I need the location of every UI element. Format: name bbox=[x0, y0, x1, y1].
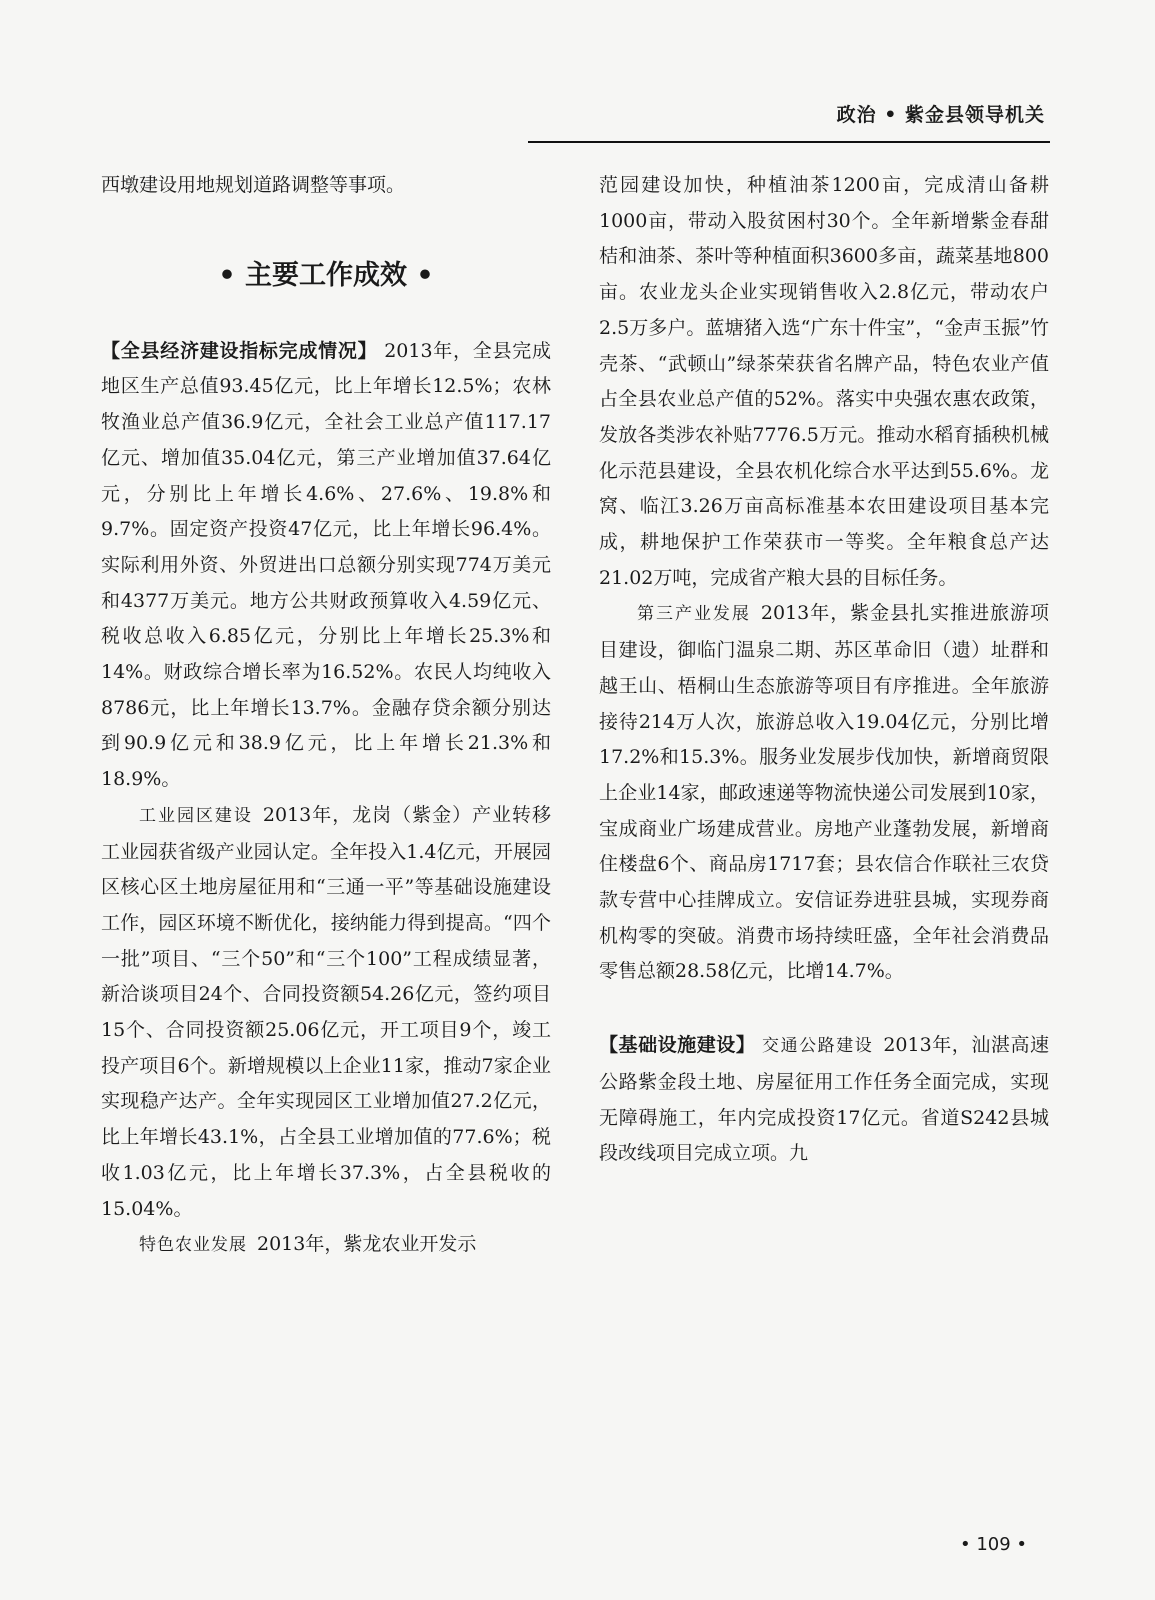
industrial-park-subtitle: 工业园区建设 bbox=[139, 805, 253, 826]
industrial-park-text: 2013年，龙岗（紫金）产业转移工业园获省级产业园认定。全年投入1.4亿元，开展园区核心区土地房屋征用和“三通一平”等基础设施建设工作，园区环境不断优化，接纳能力得到提高。“四个一批”项目、“三个50”和“三个100”工程成绩显著，新洽谈项目24个、合同投资额54.26亿元，签约项目15个、合同投资额25.06亿元，开工项目9个，竣工投产项目6个。新增规模以上企业11家，推动7家企业实现稳产达产。全年实现园区工业增加值27.2亿元，比上年增长43.1%，占全县工业增加值的77.6%；税收1.03亿元，比上年增长37.3%，占全县税收的15.04%。 bbox=[101, 803, 552, 1220]
economy-title: 【全县经济建设指标完成情况】 bbox=[101, 339, 378, 362]
header-rule bbox=[528, 141, 1050, 143]
agriculture-text-start: 2013年，紫龙农业开发示 bbox=[257, 1233, 477, 1256]
infrastructure-title: 【基础设施建设】 bbox=[599, 1034, 756, 1057]
economy-paragraph bbox=[101, 334, 551, 798]
infrastructure-subtitle: 交通公路建设 bbox=[762, 1036, 874, 1057]
paragraph-gap bbox=[599, 990, 1049, 1028]
tertiary-subtitle: 第三产业发展 bbox=[637, 604, 751, 625]
agriculture-paragraph-start bbox=[101, 1227, 551, 1264]
agriculture-paragraph-cont: 范园建设加快，种植油茶1200亩，完成清山备耕1000亩，带动入股贫困村30个。全年新增紫金春甜桔和油茶、茶叶等种植面积3600多亩，蔬菜基地800亩。农业龙头企业实现销售收入2.8亿元，带动农户2.5万多户。蓝塘猪入选“广东十件宝”，“金声玉振”竹壳茶、“武顿山”绿茶荣获省名牌产品，特色农业产值占全县农业总产值的52%。落实中央强农惠农政策，发放各类涉农补贴7776.5万元。推动水稻育插秧机械化示范县建设，全县农机化综合水平达到55.6%。龙窝、临江3.26万亩高标准基本农田建设项目基本完成，耕地保护工作荣获市一等奖。全年粮食总产达21.02万吨，完成省产粮大县的目标任务。 bbox=[599, 174, 1049, 589]
industrial-park-paragraph bbox=[101, 798, 551, 1227]
agriculture-subtitle: 特色农业发展 bbox=[139, 1235, 247, 1256]
page-number: • 109 • bbox=[960, 1534, 1028, 1555]
infrastructure-text: 2013年，汕湛高速公路紫金段土地、房屋征用工作任务全面完成，实现无障碍施工，年内完成投资17亿元。省道S242县城段改线项目完成立项。九 bbox=[599, 1034, 1049, 1165]
section-title: • 主要工作成效 • bbox=[218, 259, 434, 291]
economy-text: 2013年，全县完成地区生产总值93.45亿元，比上年增长12.5%；农林牧渔业总产值36.9亿元，全社会工业总产值117.17亿元、增加值35.04亿元，第三产业增加值37.64亿元，分别比上年增长4.6%、27.6%、19.8%和9.7%。固定资产投资47亿元，比上年增长96.4%。实际利用外资、外贸进出口总额分别实现774万美元和4377万美元。地方公共财政预算收入4.59亿元、税收总收入6.85亿元，分别比上年增长25.3%和14%。财政综合增长率为16.52%。农民人均纯收入8786元，比上年增长13.7%。金融存贷余额分别达到90.9亿元和38.9亿元，比上年增长21.3%和18.9%。 bbox=[101, 339, 551, 791]
running-head: 政治 • 紫金县领导机关 bbox=[836, 104, 1045, 126]
right-column bbox=[599, 168, 1049, 1172]
tertiary-paragraph bbox=[599, 596, 1049, 990]
left-column bbox=[101, 168, 551, 1264]
continuation-paragraph: 西墩建设用地规划道路调整等事项。 bbox=[101, 174, 406, 196]
tertiary-text: 2013年，紫金县扎实推进旅游项目建设，御临门温泉二期、苏区革命旧（遗）址群和越王山、梧桐山生态旅游等项目有序推进。全年旅游接待214万人次，旅游总收入19.04亿元，分别比增17.2%和15.3%。服务业发展步伐加快，新增商贸限上企业14家，邮政速递等物流快递公司发展到10家，宝成商业广场建成营业。房地产业蓬勃发展，新增商住楼盘6个、商品房1717套；县农信合作联社三农贷款专营中心挂牌成立。安信证券进驻县城，实现券商机构零的突破。消费市场持续旺盛，全年社会消费品零售总额28.58亿元，比增14.7%。 bbox=[599, 602, 1050, 983]
infrastructure-paragraph bbox=[599, 1028, 1049, 1172]
